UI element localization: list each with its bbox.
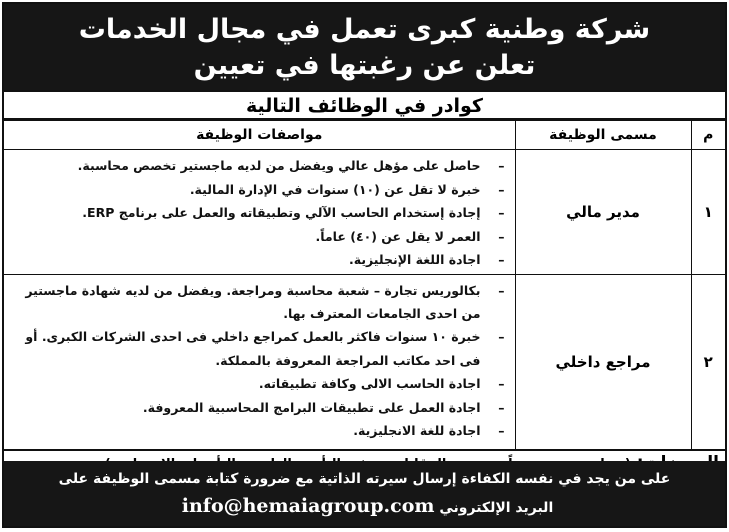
spec-item: – اجادة العمل على تطبيقات البرامج المحاسبية المعروفة. xyxy=(142,399,505,415)
spec-item: – حاصل على مؤهل عالي ويفضل من لديه ماجستير تخصص محاسبة. xyxy=(77,158,505,173)
job-title: مراجع داخلي xyxy=(515,274,691,449)
footer-email-prefix: البريد الإلكتروني xyxy=(439,500,554,516)
spec-item: – إجادة إستخدام الحاسب الآلي وتطبيقاته والعمل على برنامج ERP. xyxy=(82,205,505,220)
positions-heading: كوادر في الوظائف التالية xyxy=(4,90,725,120)
ad-header xyxy=(4,4,725,90)
row-number: ٢ xyxy=(691,274,725,449)
header-job-specs: مواصفات الوظيفة xyxy=(4,121,515,150)
spec-item: – اجادة للغة الانجليزية. xyxy=(353,422,505,438)
job-title: مدير مالي xyxy=(515,150,691,275)
row-number: ١ xyxy=(691,150,725,275)
header-subtitle: تعلن عن رغبتها في تعيين xyxy=(193,50,536,81)
table-header-row xyxy=(4,121,725,150)
table-row xyxy=(4,150,725,275)
spec-item: – العمر لا يقل عن (٤٠) عاماً. xyxy=(315,228,505,244)
footer-instructions: على من يجد في نفسه الكفاءة إرسال سيرته الذاتية مع ضرورة كتابة مسمى الوظيفة على xyxy=(58,471,671,487)
table-row xyxy=(4,274,725,449)
spec-item: – خبرة لا تقل عن (١٠) سنوات في الإدارة المالية. xyxy=(189,181,505,197)
spec-item: – اجادة اللغة الإنجليزية. xyxy=(348,252,505,267)
header-title: شركة وطنية كبرى تعمل في مجال الخدمات xyxy=(78,14,651,45)
spec-item: – اجادة الحاسب الالى وكافة تطبيقاته. xyxy=(258,376,505,392)
spec-item: – بكالوريس تجارة – شعبة محاسبة ومراجعة. ويفضل من لديه شهادة ماجستير من احدى الجامعات المعترف بها. xyxy=(25,282,505,321)
job-advertisement xyxy=(2,2,727,528)
jobs-table xyxy=(4,120,725,450)
contact-email-link[interactable]: info@hemaiagroup.com xyxy=(181,495,435,517)
job-specs xyxy=(4,150,515,275)
spec-item: – خبرة ١٠ سنوات فاكثر بالعمل كمراجع داخلي فى احدى الشركات الكبرى. أو فى احد مكاتب المراجعة المعروفة بالمملكة. xyxy=(25,329,505,368)
job-specs xyxy=(4,274,515,449)
header-number: م xyxy=(691,121,725,150)
footer-email-line xyxy=(4,491,725,523)
header-job-title: مسمى الوظيفة xyxy=(515,121,691,150)
ad-footer xyxy=(4,461,725,526)
